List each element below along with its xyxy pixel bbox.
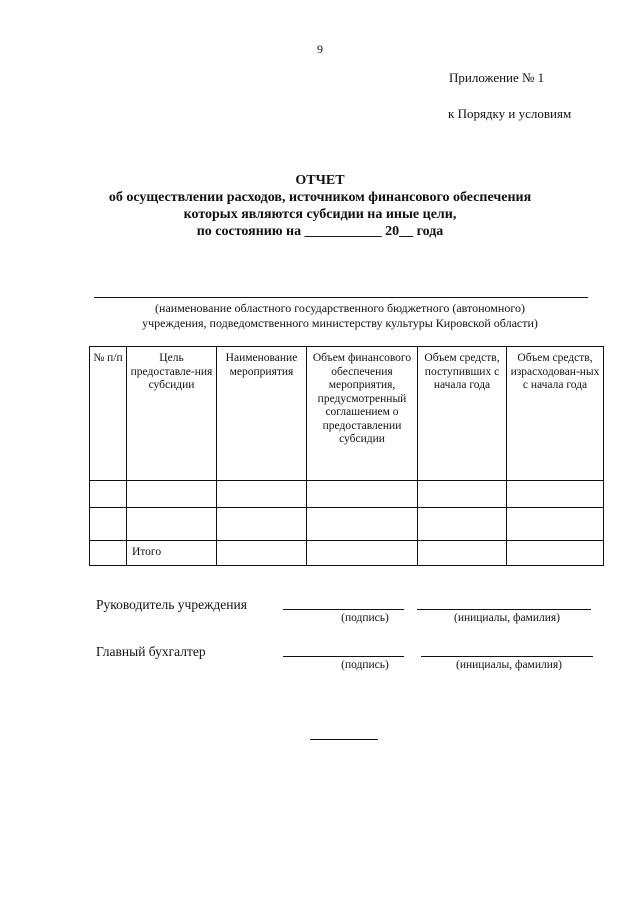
accountant-signature-caption: (подпись) <box>341 659 389 671</box>
column-header-received-funds: Объем средств, поступивших с начала года <box>418 347 507 481</box>
accountant-name-caption: (инициалы, фамилия) <box>455 659 563 671</box>
table-cell <box>507 508 604 541</box>
column-header-funding-volume: Объем финансового обеспечения мероприятия, предусмотренный соглашением о предоставлении субсидии <box>307 347 418 481</box>
table-cell <box>127 508 217 541</box>
organization-caption <box>60 301 620 331</box>
table-header-row <box>90 347 604 481</box>
table-cell <box>418 481 507 508</box>
table-cell <box>217 541 307 566</box>
table-cell <box>90 508 127 541</box>
head-name-caption: (инициалы, фамилия) <box>453 612 561 624</box>
document-end-line <box>310 739 378 740</box>
title-line-1: ОТЧЕТ <box>295 173 345 188</box>
table-cell <box>507 541 604 566</box>
table-cell <box>90 541 127 566</box>
accountant-signature-label: Главный бухгалтер <box>96 644 206 659</box>
table-cell <box>307 481 418 508</box>
organization-name-line <box>94 297 588 298</box>
table-cell <box>418 508 507 541</box>
annex-number: Приложение № 1 <box>449 70 545 85</box>
head-signature-line <box>283 609 404 610</box>
column-header-event-name: Наименование мероприятия <box>217 347 307 481</box>
table-cell <box>217 481 307 508</box>
table-cell <box>418 541 507 566</box>
annex-reference: к Порядку и условиям <box>448 106 572 121</box>
table-cell <box>507 481 604 508</box>
title-line-2: об осуществлении расходов, источником финансового обеспечения <box>108 190 532 205</box>
organization-caption-line-1: (наименование областного государственного бюджетного (автономного) <box>155 301 525 315</box>
table-total-row <box>90 541 604 566</box>
column-header-number: № п/п <box>90 347 127 481</box>
head-name-line <box>417 609 591 610</box>
table-cell <box>307 508 418 541</box>
title-line-3: которых являются субсидии на иные цели, <box>183 207 457 222</box>
table-cell <box>217 508 307 541</box>
table-cell <box>90 481 127 508</box>
page-number: 9 <box>317 42 323 56</box>
head-signature-label: Руководитель учреждения <box>96 597 247 612</box>
column-header-subsidy-purpose: Цель предоставле-ния субсидии <box>127 347 217 481</box>
total-label: Итого <box>127 541 217 566</box>
report-title <box>0 172 640 240</box>
table-cell <box>307 541 418 566</box>
column-header-spent-funds: Объем средств, израсходован-ных с начала года <box>507 347 604 481</box>
head-signature-caption: (подпись) <box>341 612 389 624</box>
table-row <box>90 508 604 541</box>
organization-caption-line-2: учреждения, подведомственного министерству культуры Кировской области) <box>142 316 538 330</box>
table-row <box>90 481 604 508</box>
table-cell <box>127 481 217 508</box>
title-line-4: по состоянию на ___________ 20__ года <box>196 224 444 239</box>
accountant-signature-line <box>283 656 404 657</box>
report-table <box>89 346 604 566</box>
accountant-name-line <box>421 656 593 657</box>
